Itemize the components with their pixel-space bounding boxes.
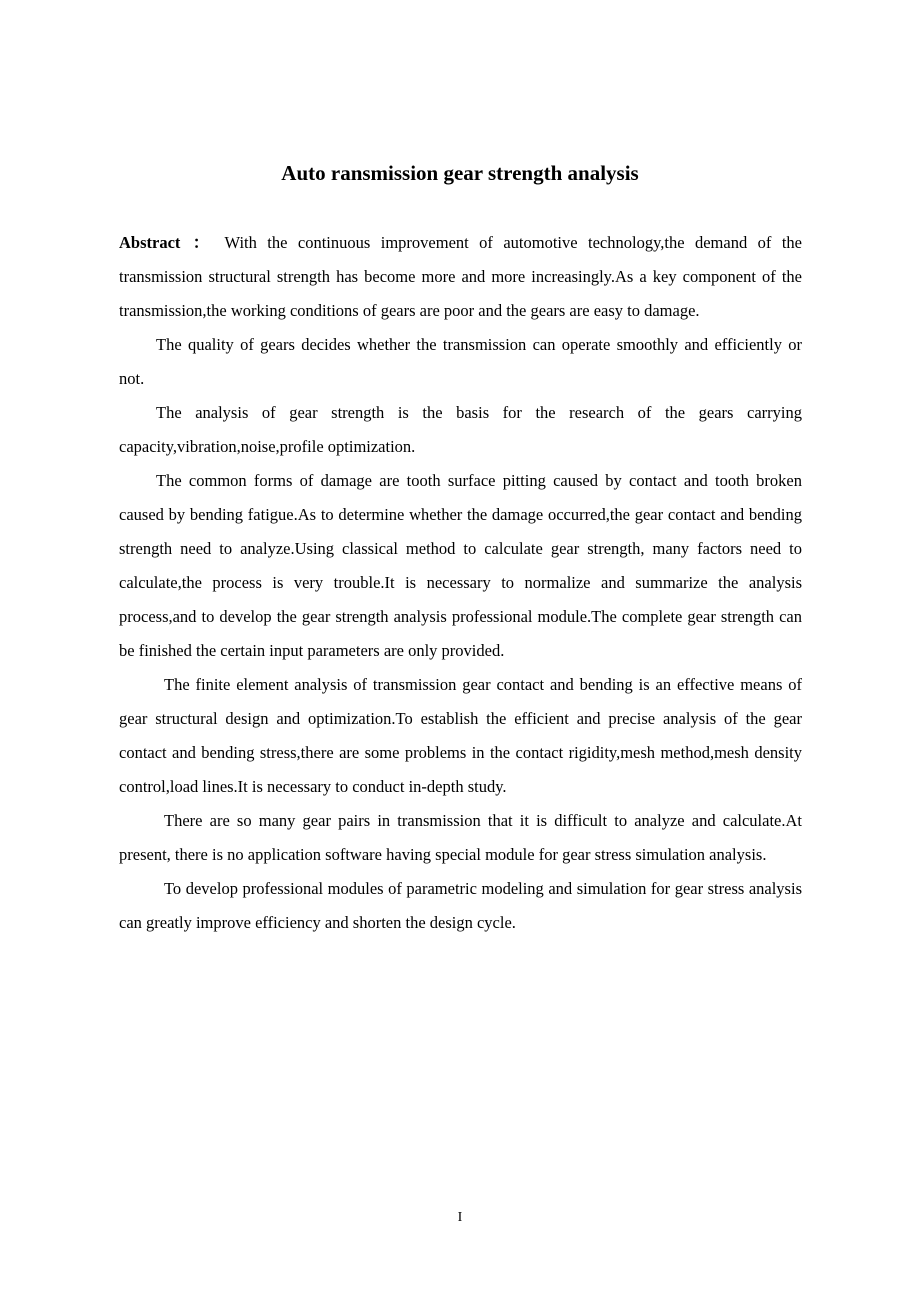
abstract-paragraph-3: The analysis of gear strength is the basis for the research of the gears carrying capacity,vibration,noise,profile optimization. — [119, 403, 802, 456]
abstract-paragraph-4: The common forms of damage are tooth surface pitting caused by contact and tooth broken caused by bending fatigue.As to determine whether the damage occurred,the gear contact and bending strength need to analyze.Using classical method to calculate gear strength, many factors need to calculate,the process is very trouble.It is necessary to normalize and summarize the analysis process,and to develop the gear strength analysis professional module.The complete gear strength can be finished the certain input parameters are only provided. — [119, 471, 802, 660]
abstract-label: Abstract — [119, 233, 181, 252]
document-title: Auto ransmission gear strength analysis — [281, 161, 639, 185]
abstract-paragraph-5: The finite element analysis of transmission gear contact and bending is an effective means of gear structural design and optimization.To establish the efficient and precise analysis of the gear contact and bending stress,there are some problems in the contact rigidity,mesh method,mesh density control,load lines.It is necessary to conduct in-depth study. — [119, 675, 802, 796]
abstract-paragraph-1 — [119, 226, 802, 328]
abstract-body — [119, 226, 802, 940]
abstract-paragraph-2: The quality of gears decides whether the transmission can operate smoothly and efficiently or not. — [119, 335, 802, 388]
abstract-paragraph-6: There are so many gear pairs in transmission that it is difficult to analyze and calculate.At present, there is no application software having special module for gear stress simulation analysis. — [119, 811, 802, 864]
abstract-paragraph-1-text: With the continuous improvement of automotive technology,the demand of the transmission structural strength has become more and more increasingly.As a key component of the transmission,the working conditions of gears are poor and the gears are easy to damage. — [119, 233, 802, 320]
page-number: I — [457, 1210, 463, 1225]
abstract-paragraph-7: To develop professional modules of parametric modeling and simulation for gear stress analysis can greatly improve efficiency and shorten the design cycle. — [119, 879, 802, 932]
abstract-colon: ： — [186, 233, 216, 252]
